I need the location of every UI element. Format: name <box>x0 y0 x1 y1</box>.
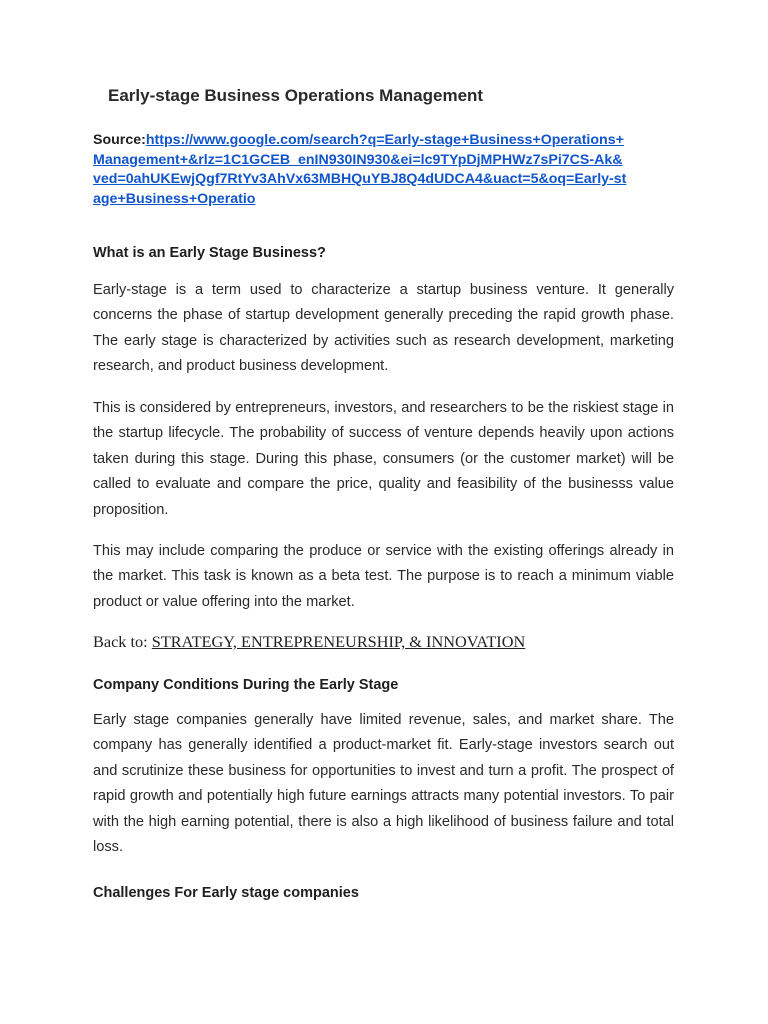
source-block <box>93 131 675 209</box>
back-to-label: Back to: <box>93 632 152 651</box>
section-heading-challenges: Challenges For Early stage companies <box>93 885 359 901</box>
paragraph: This is considered by entrepreneurs, investors, and researchers to be the riskiest stage in the startup lifecycle. The probability of success of venture depends heavily upon actions taken during this stage. During this phase, consumers (or the customer market) will be called to evaluate and compare the price, quality and feasibility of the businesss value proposition. <box>93 400 674 518</box>
paragraph: This may include comparing the produce or service with the existing offerings already in the market. This task is known as a beta test. The purpose is to reach a minimum viable product or value offering into the market. <box>93 543 674 610</box>
source-link-line: age+Business+Operatio <box>93 190 256 207</box>
source-link[interactable] <box>93 132 675 209</box>
back-to-line <box>93 632 525 652</box>
document-title: Early-stage Business Operations Management <box>108 86 484 105</box>
source-link-line: Management+&rlz=1C1GCEB_enIN930IN930&ei=lc9TYpDjMPHWz7sPi7CS-Ak& <box>93 151 623 168</box>
source-label: Source: <box>93 132 146 148</box>
back-to-link[interactable]: STRATEGY, ENTREPRENEURSHIP, & INNOVATION <box>151 632 526 651</box>
section-heading-what-is: What is an Early Stage Business? <box>93 245 326 261</box>
paragraph: Early stage companies generally have limited revenue, sales, and market share. The company has generally identified a product-market fit. Early-stage investors search out and scrutinize these business for opportunities to invest and turn a profit. The prospect of rapid growth and potentially high future earnings attracts many potential investors. To pair with the high earning potential, there is also a high likelihood of business failure and total loss. <box>93 712 674 856</box>
source-link-line: ved=0ahUKEwjQgf7RtYv3AhVx63MBHQuYBJ8Q4dUDCA4&uact=5&oq=Early-st <box>93 171 627 187</box>
source-link-line: https://www.google.com/search?q=Early-stage+Business+Operations+ <box>145 132 624 148</box>
paragraph: Early-stage is a term used to characterize a startup business venture. It generally concerns the phase of startup development generally preceding the rapid growth phase. The early stage is characterized by activities such as research development, marketing research, and product business development. <box>93 282 674 375</box>
section-heading-company-conditions: Company Conditions During the Early Stage <box>93 677 399 693</box>
